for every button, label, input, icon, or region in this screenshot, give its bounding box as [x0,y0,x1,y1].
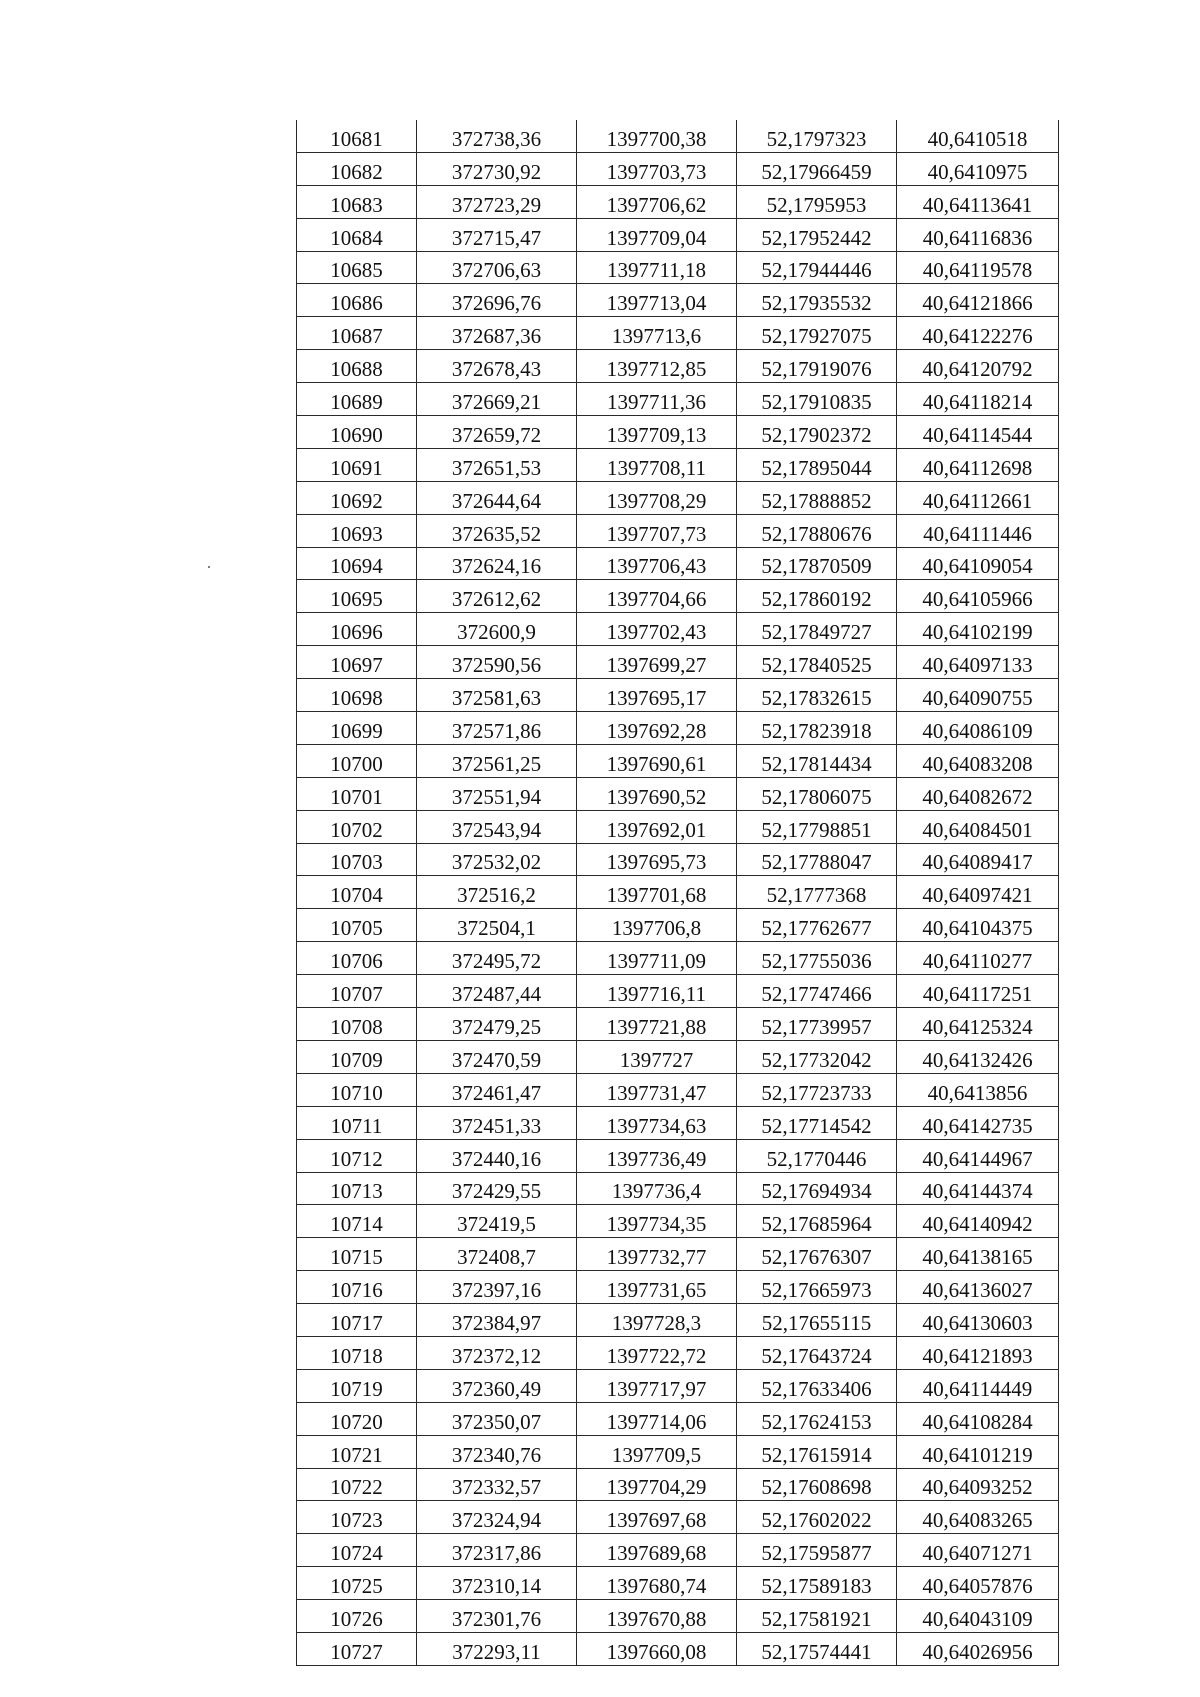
x-coordinate-cell: 372624,16 [417,547,577,580]
point-number-cell: 10685 [297,251,417,284]
table-row [297,514,1059,547]
x-coordinate-cell: 372561,25 [417,744,577,777]
y-coordinate-cell: 1397695,73 [577,843,737,876]
latitude-cell: 52,1770446 [737,1139,897,1172]
longitude-cell: 40,64083265 [897,1501,1059,1534]
longitude-cell: 40,64112698 [897,448,1059,481]
table-row [297,383,1059,416]
longitude-cell: 40,64125324 [897,1008,1059,1041]
latitude-cell: 52,17870509 [737,547,897,580]
point-number-cell: 10696 [297,613,417,646]
y-coordinate-cell: 1397717,97 [577,1369,737,1402]
table-row [297,416,1059,449]
longitude-cell: 40,64105966 [897,580,1059,613]
y-coordinate-cell: 1397716,11 [577,975,737,1008]
table-row [297,580,1059,613]
latitude-cell: 52,17624153 [737,1402,897,1435]
point-number-cell: 10706 [297,942,417,975]
x-coordinate-cell: 372461,47 [417,1073,577,1106]
latitude-cell: 52,17595877 [737,1534,897,1567]
y-coordinate-cell: 1397703,73 [577,152,737,185]
longitude-cell: 40,64083208 [897,744,1059,777]
table-row [297,251,1059,284]
table-row [297,1435,1059,1468]
table-row [297,843,1059,876]
latitude-cell: 52,1797323 [737,120,897,152]
table-row [297,777,1059,810]
x-coordinate-cell: 372440,16 [417,1139,577,1172]
longitude-cell: 40,64116836 [897,218,1059,251]
y-coordinate-cell: 1397709,5 [577,1435,737,1468]
y-coordinate-cell: 1397728,3 [577,1304,737,1337]
point-number-cell: 10720 [297,1402,417,1435]
point-number-cell: 10705 [297,909,417,942]
longitude-cell: 40,64090755 [897,679,1059,712]
latitude-cell: 52,17723733 [737,1073,897,1106]
latitude-cell: 52,17935532 [737,284,897,317]
x-coordinate-cell: 372350,07 [417,1402,577,1435]
table-row [297,317,1059,350]
longitude-cell: 40,64138165 [897,1238,1059,1271]
longitude-cell: 40,64120792 [897,350,1059,383]
longitude-cell: 40,64093252 [897,1468,1059,1501]
longitude-cell: 40,64108284 [897,1402,1059,1435]
point-number-cell: 10683 [297,185,417,218]
latitude-cell: 52,17655115 [737,1304,897,1337]
point-number-cell: 10686 [297,284,417,317]
x-coordinate-cell: 372581,63 [417,679,577,712]
table-row [297,1468,1059,1501]
y-coordinate-cell: 1397712,85 [577,350,737,383]
latitude-cell: 52,17747466 [737,975,897,1008]
latitude-cell: 52,17910835 [737,383,897,416]
x-coordinate-cell: 372397,16 [417,1271,577,1304]
table-row [297,810,1059,843]
x-coordinate-cell: 372543,94 [417,810,577,843]
table-row [297,1501,1059,1534]
y-coordinate-cell: 1397697,68 [577,1501,737,1534]
latitude-cell: 52,17823918 [737,712,897,745]
point-number-cell: 10725 [297,1567,417,1600]
longitude-cell: 40,64101219 [897,1435,1059,1468]
table-row [297,481,1059,514]
table-row [297,1238,1059,1271]
latitude-cell: 52,17919076 [737,350,897,383]
table-row [297,1205,1059,1238]
table-row [297,975,1059,1008]
y-coordinate-cell: 1397713,04 [577,284,737,317]
y-coordinate-cell: 1397736,49 [577,1139,737,1172]
point-number-cell: 10701 [297,777,417,810]
y-coordinate-cell: 1397701,68 [577,876,737,909]
table-row [297,1567,1059,1600]
y-coordinate-cell: 1397708,11 [577,448,737,481]
longitude-cell: 40,64144374 [897,1172,1059,1205]
table-row [297,1073,1059,1106]
table-row [297,909,1059,942]
y-coordinate-cell: 1397704,29 [577,1468,737,1501]
y-coordinate-cell: 1397707,73 [577,514,737,547]
y-coordinate-cell: 1397690,61 [577,744,737,777]
latitude-cell: 52,17880676 [737,514,897,547]
point-number-cell: 10712 [297,1139,417,1172]
x-coordinate-cell: 372317,86 [417,1534,577,1567]
point-number-cell: 10723 [297,1501,417,1534]
y-coordinate-cell: 1397670,88 [577,1600,737,1633]
table-row [297,1139,1059,1172]
latitude-cell: 52,17888852 [737,481,897,514]
point-number-cell: 10711 [297,1106,417,1139]
y-coordinate-cell: 1397714,06 [577,1402,737,1435]
y-coordinate-cell: 1397660,08 [577,1632,737,1665]
table-row [297,120,1059,152]
point-number-cell: 10697 [297,646,417,679]
x-coordinate-cell: 372451,33 [417,1106,577,1139]
y-coordinate-cell: 1397690,52 [577,777,737,810]
point-number-cell: 10726 [297,1600,417,1633]
point-number-cell: 10688 [297,350,417,383]
longitude-cell: 40,64142735 [897,1106,1059,1139]
longitude-cell: 40,6410975 [897,152,1059,185]
x-coordinate-cell: 372532,02 [417,843,577,876]
point-number-cell: 10710 [297,1073,417,1106]
x-coordinate-cell: 372659,72 [417,416,577,449]
x-coordinate-cell: 372372,12 [417,1336,577,1369]
latitude-cell: 52,17615914 [737,1435,897,1468]
table-row [297,646,1059,679]
x-coordinate-cell: 372687,36 [417,317,577,350]
longitude-cell: 40,64114544 [897,416,1059,449]
table-row [297,1304,1059,1337]
y-coordinate-cell: 1397734,63 [577,1106,737,1139]
point-number-cell: 10719 [297,1369,417,1402]
latitude-cell: 52,17694934 [737,1172,897,1205]
y-coordinate-cell: 1397713,6 [577,317,737,350]
longitude-cell: 40,64132426 [897,1040,1059,1073]
table-row [297,1534,1059,1567]
x-coordinate-cell: 372590,56 [417,646,577,679]
y-coordinate-cell: 1397689,68 [577,1534,737,1567]
longitude-cell: 40,64122276 [897,317,1059,350]
point-number-cell: 10708 [297,1008,417,1041]
x-coordinate-cell: 372571,86 [417,712,577,745]
y-coordinate-cell: 1397709,04 [577,218,737,251]
longitude-cell: 40,64086109 [897,712,1059,745]
x-coordinate-cell: 372495,72 [417,942,577,975]
table-row [297,152,1059,185]
y-coordinate-cell: 1397706,8 [577,909,737,942]
point-number-cell: 10722 [297,1468,417,1501]
table-row [297,1040,1059,1073]
longitude-cell: 40,64118214 [897,383,1059,416]
latitude-cell: 52,17602022 [737,1501,897,1534]
latitude-cell: 52,17714542 [737,1106,897,1139]
point-number-cell: 10690 [297,416,417,449]
latitude-cell: 52,17643724 [737,1336,897,1369]
longitude-cell: 40,64121866 [897,284,1059,317]
x-coordinate-cell: 372669,21 [417,383,577,416]
y-coordinate-cell: 1397711,18 [577,251,737,284]
y-coordinate-cell: 1397721,88 [577,1008,737,1041]
y-coordinate-cell: 1397731,47 [577,1073,737,1106]
point-number-cell: 10687 [297,317,417,350]
latitude-cell: 52,17966459 [737,152,897,185]
table-row [297,1271,1059,1304]
x-coordinate-cell: 372696,76 [417,284,577,317]
x-coordinate-cell: 372419,5 [417,1205,577,1238]
point-number-cell: 10703 [297,843,417,876]
longitude-cell: 40,64144967 [897,1139,1059,1172]
latitude-cell: 52,17739957 [737,1008,897,1041]
longitude-cell: 40,64104375 [897,909,1059,942]
latitude-cell: 52,1795953 [737,185,897,218]
table-row [297,876,1059,909]
table-row [297,613,1059,646]
x-coordinate-cell: 372635,52 [417,514,577,547]
longitude-cell: 40,64084501 [897,810,1059,843]
point-number-cell: 10727 [297,1632,417,1665]
x-coordinate-cell: 372332,57 [417,1468,577,1501]
table-row [297,1336,1059,1369]
latitude-cell: 52,17806075 [737,777,897,810]
latitude-cell: 52,17944446 [737,251,897,284]
point-number-cell: 10704 [297,876,417,909]
y-coordinate-cell: 1397711,36 [577,383,737,416]
x-coordinate-cell: 372479,25 [417,1008,577,1041]
y-coordinate-cell: 1397702,43 [577,613,737,646]
point-number-cell: 10692 [297,481,417,514]
x-coordinate-cell: 372429,55 [417,1172,577,1205]
longitude-cell: 40,64097421 [897,876,1059,909]
point-number-cell: 10682 [297,152,417,185]
point-number-cell: 10693 [297,514,417,547]
table-row [297,284,1059,317]
x-coordinate-cell: 372678,43 [417,350,577,383]
latitude-cell: 52,17814434 [737,744,897,777]
table-row [297,1106,1059,1139]
longitude-cell: 40,64140942 [897,1205,1059,1238]
latitude-cell: 52,17608698 [737,1468,897,1501]
latitude-cell: 52,17788047 [737,843,897,876]
longitude-cell: 40,64043109 [897,1600,1059,1633]
y-coordinate-cell: 1397722,72 [577,1336,737,1369]
y-coordinate-cell: 1397727 [577,1040,737,1073]
longitude-cell: 40,64119578 [897,251,1059,284]
point-number-cell: 10714 [297,1205,417,1238]
longitude-cell: 40,64114449 [897,1369,1059,1402]
x-coordinate-cell: 372516,2 [417,876,577,909]
latitude-cell: 52,1777368 [737,876,897,909]
latitude-cell: 52,17832615 [737,679,897,712]
table-row [297,218,1059,251]
latitude-cell: 52,17849727 [737,613,897,646]
point-number-cell: 10709 [297,1040,417,1073]
point-number-cell: 10717 [297,1304,417,1337]
y-coordinate-cell: 1397704,66 [577,580,737,613]
longitude-cell: 40,64136027 [897,1271,1059,1304]
point-number-cell: 10713 [297,1172,417,1205]
latitude-cell: 52,17581921 [737,1600,897,1633]
x-coordinate-cell: 372600,9 [417,613,577,646]
table-row [297,1632,1059,1665]
table-row [297,1402,1059,1435]
x-coordinate-cell: 372310,14 [417,1567,577,1600]
point-number-cell: 10721 [297,1435,417,1468]
latitude-cell: 52,17927075 [737,317,897,350]
y-coordinate-cell: 1397692,28 [577,712,737,745]
x-coordinate-cell: 372715,47 [417,218,577,251]
y-coordinate-cell: 1397711,09 [577,942,737,975]
y-coordinate-cell: 1397680,74 [577,1567,737,1600]
y-coordinate-cell: 1397700,38 [577,120,737,152]
x-coordinate-cell: 372340,76 [417,1435,577,1468]
latitude-cell: 52,17762677 [737,909,897,942]
x-coordinate-cell: 372470,59 [417,1040,577,1073]
latitude-cell: 52,17840525 [737,646,897,679]
table-row [297,185,1059,218]
point-number-cell: 10684 [297,218,417,251]
y-coordinate-cell: 1397732,77 [577,1238,737,1271]
point-number-cell: 10702 [297,810,417,843]
coordinates-table [296,120,1059,1666]
x-coordinate-cell: 372612,62 [417,580,577,613]
x-coordinate-cell: 372651,53 [417,448,577,481]
point-number-cell: 10699 [297,712,417,745]
table-row [297,1369,1059,1402]
x-coordinate-cell: 372504,1 [417,909,577,942]
longitude-cell: 40,6410518 [897,120,1059,152]
x-coordinate-cell: 372730,92 [417,152,577,185]
longitude-cell: 40,64026956 [897,1632,1059,1665]
x-coordinate-cell: 372644,64 [417,481,577,514]
point-number-cell: 10694 [297,547,417,580]
point-number-cell: 10724 [297,1534,417,1567]
latitude-cell: 52,17902372 [737,416,897,449]
longitude-cell: 40,64121893 [897,1336,1059,1369]
latitude-cell: 52,17676307 [737,1238,897,1271]
latitude-cell: 52,17732042 [737,1040,897,1073]
table-row [297,1008,1059,1041]
longitude-cell: 40,64130603 [897,1304,1059,1337]
x-coordinate-cell: 372360,49 [417,1369,577,1402]
x-coordinate-cell: 372293,11 [417,1632,577,1665]
longitude-cell: 40,64071271 [897,1534,1059,1567]
longitude-cell: 40,64112661 [897,481,1059,514]
longitude-cell: 40,64111446 [897,514,1059,547]
longitude-cell: 40,64057876 [897,1567,1059,1600]
longitude-cell: 40,64102199 [897,613,1059,646]
table-row [297,350,1059,383]
y-coordinate-cell: 1397734,35 [577,1205,737,1238]
x-coordinate-cell: 372551,94 [417,777,577,810]
longitude-cell: 40,6413856 [897,1073,1059,1106]
point-number-cell: 10715 [297,1238,417,1271]
y-coordinate-cell: 1397708,29 [577,481,737,514]
latitude-cell: 52,17685964 [737,1205,897,1238]
latitude-cell: 52,17860192 [737,580,897,613]
longitude-cell: 40,64117251 [897,975,1059,1008]
latitude-cell: 52,17665973 [737,1271,897,1304]
y-coordinate-cell: 1397709,13 [577,416,737,449]
point-number-cell: 10700 [297,744,417,777]
latitude-cell: 52,17574441 [737,1632,897,1665]
longitude-cell: 40,64109054 [897,547,1059,580]
longitude-cell: 40,64082672 [897,777,1059,810]
x-coordinate-cell: 372723,29 [417,185,577,218]
x-coordinate-cell: 372408,7 [417,1238,577,1271]
x-coordinate-cell: 372301,76 [417,1600,577,1633]
y-coordinate-cell: 1397731,65 [577,1271,737,1304]
latitude-cell: 52,17589183 [737,1567,897,1600]
latitude-cell: 52,17755036 [737,942,897,975]
x-coordinate-cell: 372384,97 [417,1304,577,1337]
x-coordinate-cell: 372487,44 [417,975,577,1008]
longitude-cell: 40,64110277 [897,942,1059,975]
table-row [297,744,1059,777]
y-coordinate-cell: 1397706,43 [577,547,737,580]
point-number-cell: 10689 [297,383,417,416]
y-coordinate-cell: 1397692,01 [577,810,737,843]
y-coordinate-cell: 1397706,62 [577,185,737,218]
latitude-cell: 52,17952442 [737,218,897,251]
point-number-cell: 10681 [297,120,417,152]
x-coordinate-cell: 372324,94 [417,1501,577,1534]
table-row [297,712,1059,745]
point-number-cell: 10698 [297,679,417,712]
coordinates-table-body [297,120,1059,1665]
scan-speck [208,566,210,568]
table-row [297,1172,1059,1205]
y-coordinate-cell: 1397695,17 [577,679,737,712]
y-coordinate-cell: 1397736,4 [577,1172,737,1205]
latitude-cell: 52,17895044 [737,448,897,481]
point-number-cell: 10691 [297,448,417,481]
coordinates-table-container [296,120,1058,1666]
table-row [297,679,1059,712]
point-number-cell: 10695 [297,580,417,613]
longitude-cell: 40,64113641 [897,185,1059,218]
table-row [297,1600,1059,1633]
latitude-cell: 52,17633406 [737,1369,897,1402]
longitude-cell: 40,64089417 [897,843,1059,876]
point-number-cell: 10716 [297,1271,417,1304]
x-coordinate-cell: 372706,63 [417,251,577,284]
latitude-cell: 52,17798851 [737,810,897,843]
table-row [297,448,1059,481]
longitude-cell: 40,64097133 [897,646,1059,679]
point-number-cell: 10707 [297,975,417,1008]
table-row [297,942,1059,975]
y-coordinate-cell: 1397699,27 [577,646,737,679]
x-coordinate-cell: 372738,36 [417,120,577,152]
point-number-cell: 10718 [297,1336,417,1369]
table-row [297,547,1059,580]
